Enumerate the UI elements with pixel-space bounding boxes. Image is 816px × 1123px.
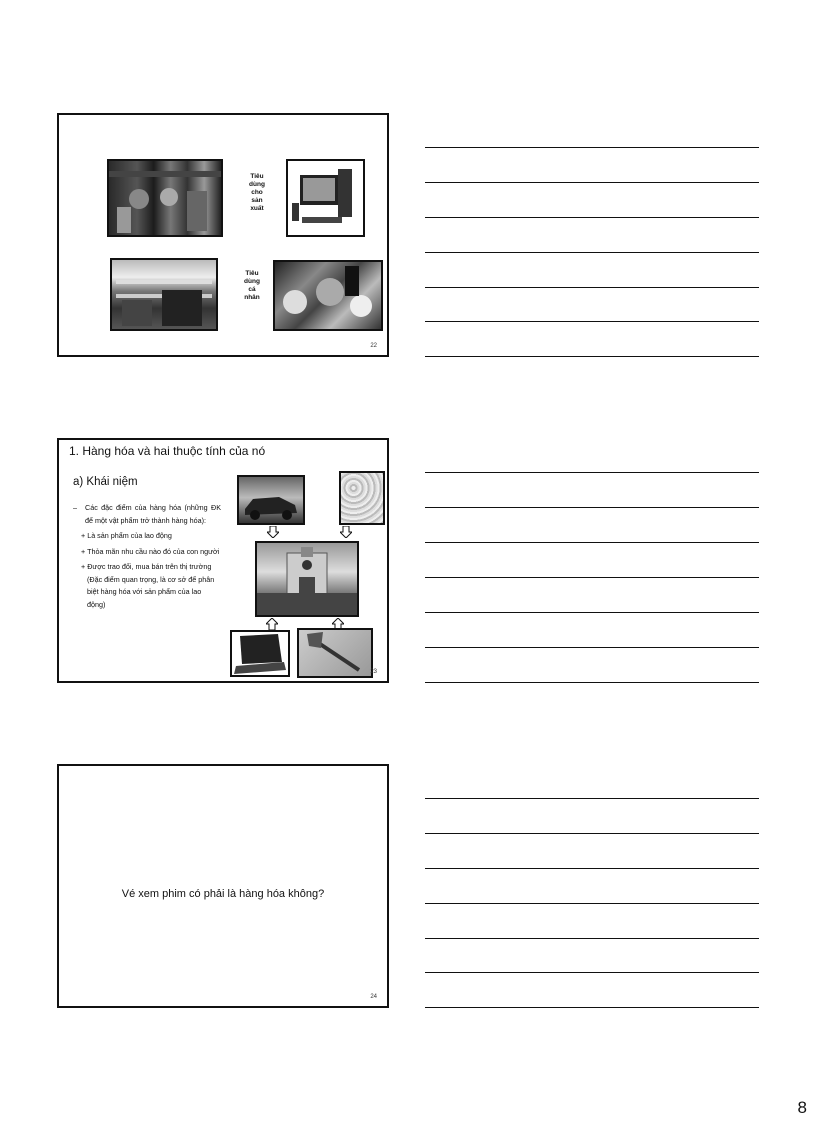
bullet-2: + Thỏa mãn nhu cầu nào đó của con người: [81, 546, 220, 556]
slide-23: [57, 438, 389, 683]
slide-number: 22: [370, 343, 377, 349]
laptop-photo: [230, 630, 290, 677]
note-line: [425, 972, 759, 973]
arrow-down-right-icon: [340, 526, 352, 538]
bullet-1: + Là sản phẩm của lao động: [81, 531, 172, 540]
market-photo: [273, 260, 383, 331]
note-line: [425, 147, 759, 148]
slide-body: [73, 502, 221, 611]
car-image: [239, 477, 303, 523]
computer-image: [288, 161, 363, 235]
note-line: [425, 356, 759, 357]
note-line: [425, 472, 759, 473]
slide-title: 1. Hàng hóa và hai thuộc tính của nó: [69, 444, 266, 458]
note-line: [425, 938, 759, 939]
note-line: [425, 542, 759, 543]
dash-marker: –: [73, 503, 77, 512]
note-line: [425, 321, 759, 322]
note-line: [425, 682, 759, 683]
arrow-down-left-icon: [267, 526, 279, 538]
caption-personal-consumption: Tiêu dùng cá nhân: [244, 270, 260, 301]
cotton-photo: [339, 471, 385, 525]
note-line: [425, 868, 759, 869]
slide-number: 23: [370, 669, 377, 675]
note-line: [425, 182, 759, 183]
page-number: 8: [797, 1098, 807, 1117]
axe-photo: [297, 628, 373, 678]
market-image: [275, 262, 381, 329]
note-line: [425, 217, 759, 218]
market-building-photo: [255, 541, 359, 617]
laptop-image: [232, 632, 288, 675]
note-line: [425, 1007, 759, 1008]
supermarket-image: [112, 260, 216, 329]
slide-number: 24: [370, 994, 377, 1000]
caption-production-consumption: Tiêu dùng cho sản xuất: [249, 173, 265, 212]
slide-question: Vé xem phim có phải là hàng hóa không?: [121, 888, 325, 900]
axe-image: [299, 630, 371, 676]
factory-photo: [107, 159, 223, 237]
bullet-3: + Được trao đổi, mua bán trên thị trường (Đặc điểm quan trọng, là cơ sở để phân biệt hàng hóa với sản phẩm của lao động): [81, 562, 215, 609]
note-line: [425, 833, 759, 834]
note-line: [425, 612, 759, 613]
slide-subtitle: a) Khái niệm: [73, 476, 138, 488]
note-line: [425, 903, 759, 904]
note-line: [425, 507, 759, 508]
supermarket-photo: [110, 258, 218, 331]
arrow-up-left-icon: [266, 618, 278, 630]
car-photo: [237, 475, 305, 525]
note-line: [425, 287, 759, 288]
note-line: [425, 647, 759, 648]
computer-photo: [286, 159, 365, 237]
note-line: [425, 577, 759, 578]
market-building-image: [257, 543, 357, 615]
factory-image: [109, 161, 221, 235]
slide-22: [57, 113, 389, 357]
dash-point: Các đặc điểm của hàng hóa (những ĐK để một vật phẩm trở thành hàng hóa):: [85, 503, 221, 525]
note-line: [425, 252, 759, 253]
slide-24: [57, 764, 389, 1008]
note-line: [425, 798, 759, 799]
